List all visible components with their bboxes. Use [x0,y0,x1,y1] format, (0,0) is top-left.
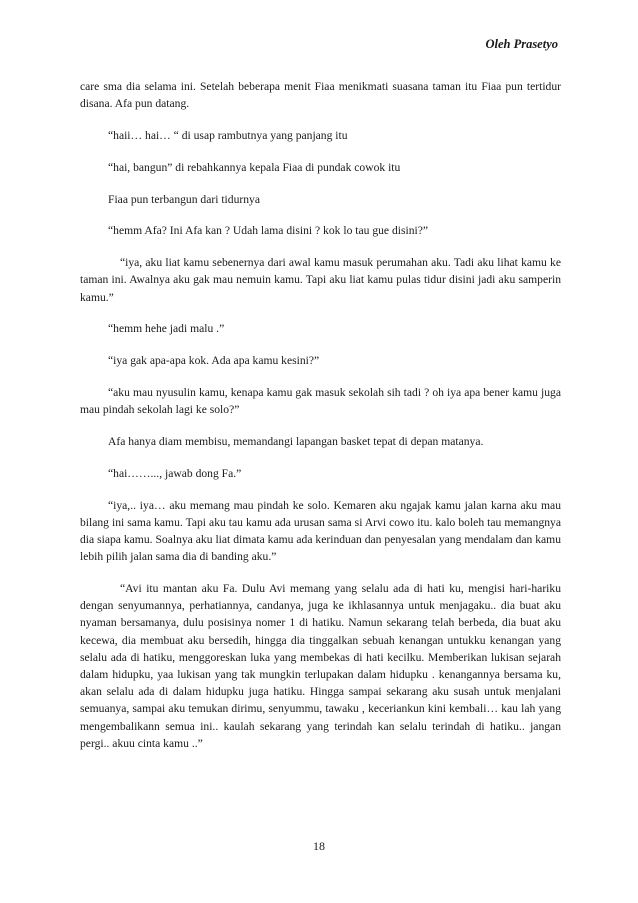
paragraph: “hai, bangun” di rebahkannya kepala Fiaa di pundak cowok itu [108,160,401,174]
page-number: 18 [313,839,325,853]
paragraph: Afa hanya diam membisu, memandangi lapangan basket tepat di depan matanya. [108,434,484,448]
body-text [80,78,561,767]
paragraph: “hemm Afa? Ini Afa kan ? Udah lama disini ? kok lo tau gue disini?” [108,224,429,238]
paragraph: “aku mau nyusulin kamu, kenapa kamu gak masuk sekolah sih tadi ? oh iya apa bener kamu juga mau pindah sekolah lagi ke solo?” [80,385,561,417]
paragraph: “hemm hehe jadi malu .” [108,322,225,336]
paragraph: “iya,.. iya… aku memang mau pindah ke solo. Kemaren aku ngajak kamu jalan karna aku mau bilang ini sama kamu. Tapi aku tau kamu ada urusan sama si Arvi cowo itu. kalo boleh tau memangnya dia siapa kamu. Soalnya aku liat dimata kamu ada kerinduan dan penyesalan yang mendalam dan kamu lebih pilih jalan sama dia di banding aku.” [80,498,561,564]
paragraph: “iya, aku liat kamu sebenernya dari awal kamu masuk perumahan aku. Tadi aku lihat kamu ke taman ini. Awalnya aku gak mau nemuin kamu. Tapi aku liat kamu pulas tidur disini jadi aku samperin kamu.” [80,256,561,304]
paragraph: “iya gak apa-apa kok. Ada apa kamu kesini?” [108,354,320,368]
paragraph: “hai……..., jawab dong Fa.” [108,466,242,480]
paragraph: Fiaa pun terbangun dari tidurnya [108,192,260,206]
header-author: Oleh Prasetyo [485,37,558,51]
paragraph: “Avi itu mantan aku Fa. Dulu Avi memang yang selalu ada di hati ku, mengisi hari-hariku dengan senyumannya, perhatiannya, candanya, juga ke ikhlasannya untuk menjagaku.. dia buat aku nyaman bersamanya, dulu posisinya nomer 1 di hatiku. Namun sekarang telah berbeda, dia buat aku kecewa, dia membuat aku bersedih, hingga dia tinggalkan sebuah kenangan untukku kenangan yang selalu ada di hatiku, menggoreskan luka yang membekas di hati kecilku. Memberikan lukisan sejarah dalam hidupku, yaa lukisan yang tak mungkin terlupakan dalam hidupku . kenangannya bersama ku, akan selalu ada di dalam hidupku juga hatiku. Hingga sampai sekarang aku susah untuk menjalani semuanya, sampai aku temukan dirimu, senyummu, tawaku , keceriankun kini kembali… kau lah yang mengembalikann semua ini.. kaulah sekarang yang terindah kan selalu terindah di hatiku.. jangan pergi.. akuu cinta kamu ..” [80,581,561,750]
paragraph: “haii… hai… “ di usap rambutnya yang panjang itu [108,129,348,142]
paragraph: care sma dia selama ini. Setelah beberapa menit Fiaa menikmati suasana taman itu Fiaa pun tertidur disana. Afa pun datang. [80,80,561,111]
